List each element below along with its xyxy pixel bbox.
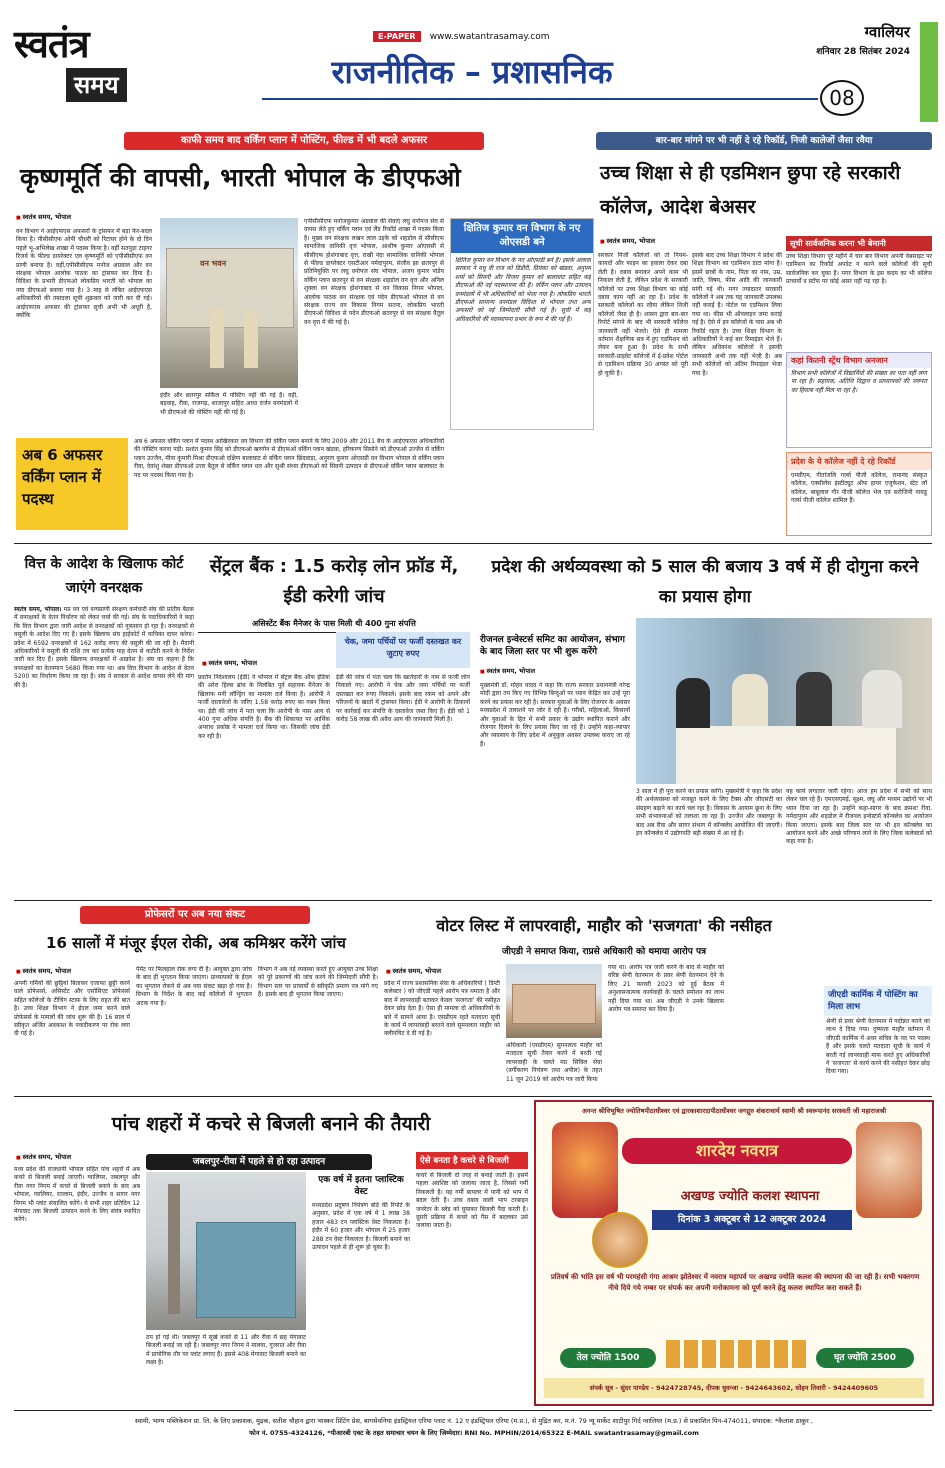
person-2: [732, 674, 768, 726]
kicker: काफी समय बाद वर्किंग प्लान में पोस्टिंग, फील्ड में भी बदले अफसर: [124, 132, 484, 150]
epaper-strip: [373, 24, 550, 42]
headline: कृष्णमूर्ति की वापसी, भारती भोपाल के डीएफओ: [20, 163, 461, 192]
byline: ■ स्वतंत्र समय, भोपाल: [202, 658, 257, 667]
story-vanrakshak: [14, 548, 194, 896]
process-box: [416, 1152, 528, 1402]
chimney: [168, 1184, 180, 1314]
website-link[interactable]: www.swatantrasamay.com: [429, 32, 550, 42]
headline: वित्त के आदेश के खिलाफ कोर्ट जाएंगे वनरक्षक: [24, 556, 184, 596]
logo: [14, 22, 134, 122]
forest-office-photo: [160, 218, 298, 388]
advert-contact: संपर्क सूत्र - सुंदर पाण्डेय - 9424728745, दीपक धुवन्जा - 9424643602, सोहन तिवारी - 9424409605: [544, 1378, 924, 1398]
column-2: ईडी की जांच में पता चला कि खातेदारों के नाम से फर्जी लोन निकाले गए। आरोपी ने चेक और जमा पर्चियों पर फर्जी दस्तखत कर रुपए निकाले। इसके बाद रकम को अपने और परिजनों के खातों में ट्रांसफर किया। ईडी ने आरोपी के ठिकानों पर कार्रवाई कर संपत्ति के दस्तावेज जब्त किए हैं। ईडी को 1 करोड़ 58 लाख की अवैध आय की जानकारी मिली है।: [336, 674, 470, 724]
column-1: मुख्यमंत्री डॉ. मोहन यादव ने कहा कि राज्य सरकार प्रधानमंत्री नरेन्द्र मोदी द्वारा तय किए गए विभिन्न बिन्दुओं पर ध्यान केंद्रित कर उन्हें पूरा करने का प्रयास कर रही है। सरकार युवाओं के लिए रोजगार के अवसर मध्यप्रदेश में तलाशने पर जोर दे रही है। गरीबों, महिलाओं, किसानों और युवाओं के हित में सभी प्रकार के उद्योग स्थापित कराने और रोजगार दिलाने के लिए प्रयास किए जा रहे हैं। उन्होंने कहा-व्यापार और व्यवसाय के लिए प्रदेश में अनुकूल अवसर उपलब्ध कराए जा रहे हैं।: [480, 682, 630, 748]
photo-banner: जबलपुर-रीवा में पहले से हो रहा उत्पादन: [146, 1154, 372, 1170]
deity-image: [552, 1122, 618, 1218]
sidebar-3: [786, 452, 932, 536]
column-1: वन विभाग ने आईएफएस अफसरों के ट्रांसफर में बड़ा फेर-बदल किया है। पीसीसीएफ ओपी चौधरी को रिटायर होने के दो दिन पहले भू-अभिलेख शाखा में पदस्थ किया है। वहीं सतपुड़ा टाइगर रिजर्व के फील्ड डायरेक्टर एल कृष्णमूर्ति को एपीसीसीएफ वन प्राणी बनाया है। वहीं,एपीसीसीएफ मनोज अग्रवाल और वन संरक्षक भोपाल आलोक पाठक का ट्रांसफर कर दिया है। विदिशा के प्रभारी डीएफओ लोकप्रिय भारती को भोपाल का नया डीएफओ बनाया गया है। 3 माह से लंबित आईएफएस अधिकारियों की तबादला सूची शुक्रवार को जारी कर दी गई। आईएफएस अफसर की ट्रांसफर सूची अभी भी अधूरी है, क्योंकि: [16, 228, 152, 320]
body-text: मप्र वन एवं वन्यप्राणी संरक्षण कर्मचारी संघ की प्रांतीय बैठक में वनरक्षकों के वेतन निर्धारण को लेकर चर्चा की गई। संघ के पदाधिकारियों ने कहा कि वित्त विभाग द्वारा जारी आदेश से वनरक्षकों को नुकसान हो रहा है। वनरक्षकों से वसूली के आदेश दिए गए हैं। इसके खिलाफ संघ हाईकोर्ट में याचिका दायर करेगा। प्रदेश में 6592 वनरक्षकों से 162 करोड़ रुपए की वसूली की जा रही है। मैदानी अधिकारियों ने वसूली की राशि तय कर प्रत्येक माह वेतन से कटौती करने के निर्देश जारी कर दिए हैं। इसके खिलाफ वनरक्षकों में आक्रोश है। संघ का कहना है कि वनरक्षकों का वेतनमान 5680 किया गया था। अब वित्त विभाग के आदेश से वेतन 5200 का निर्धारण किया जा रहा है। संघ ने सरकार से आदेश वापस लेने की मांग की है।: [14, 606, 194, 689]
byline: ■ स्वतंत्र समय, भोपाल: [386, 966, 441, 975]
sidebar-2-body: विभाग सभी कॉलेजों में विद्यार्थियों की संख्या का पता नहीं लगा पा रहा है। सहायक, अतिथि विद्वान व प्राध्यापकों की जरूरत का हिसाब नहीं मिल पा रहा है।: [791, 370, 927, 394]
issue-date: शनिवार 28 सितंबर 2024: [816, 47, 910, 57]
column-3: यह कार्य लगातार जारी रहेगा। आज हम प्रदेश में सभी को साथ लेकर चल रहे हैं। एमएसएमई, सूक्ष्म, लघु और मध्यम उद्योगों पर भी ध्यान दिया जा रहा है। उन्होंने कहा-सागर के बाद क्रमशः रीवा, नर्मदापुरम और शहडोल में रीजनल इन्वेस्टर्स कॉन्क्लेव का आयोजन किया जाएगा। इसके बाद जिला स्तर पर भी इन कॉन्क्लेव का आयोजन करने और अच्छे परिणाम लाने के लिए जिला कलेक्टर्स को कहा गया है।: [786, 788, 932, 846]
column-1: प्रवर्तन निदेशालय (ईडी) ने भोपाल में सेंट्रल बैंक ऑफ इंडिया की अरेरा हिल्स ब्रांच के निलंबित पूर्व सहायक मैनेजर के खिलाफ मनी लॉन्ड्रिंग का मामला दर्ज किया है। आरोपी ने फर्जी दस्तावेजों के जरिए 1.58 करोड़ रुपए का गबन किया था। ईडी की जांच में पता चला कि आरोपी के पास आय से 400 गुना अधिक संपत्ति है। बैंक की शिकायत पर आर्थिक अपराध प्रकोष्ठ ने मामला दर्ज किया था। जिसकी जांच ईडी कर रही है।: [198, 674, 330, 740]
officer-figure-1: [210, 308, 224, 368]
story-krishnamurti: [14, 130, 594, 540]
sidebar-3-head: प्रदेश के ये कॉलेज नहीं दे रहे रिकॉर्ड: [787, 453, 931, 470]
process-head: ऐसे बनता है कचरे से बिजली: [416, 1152, 528, 1169]
navratri-advert[interactable]: [534, 1100, 934, 1406]
footer-imprint: स्वामी, भाग्य पब्लिकेशन प्रा. लि. के लिए प्रकाशक, मुद्रक, सतीश चौहान द्वारा भास्कर प्रिंटिंग प्रेस, बागसेवनिया इंडस्ट्रियल एरिया प्लाट नं. 12 ए इंडस्ट्रियल एरिया (म.प्र.), से मुद्रित कर, म.नं. 79 न्यू मार्केट शाटीपुर गिर्द ग्वालियर (म.प्र.) से प्रकाशित पिन-474011, संपादक: *कैलाश ठाकुर ,: [135, 1417, 813, 1425]
story-economy: [476, 548, 932, 896]
story-professors: [14, 904, 378, 1092]
advert-subtitle: अखण्ड ज्योति कलश स्थापना: [680, 1189, 820, 1204]
person-1: [676, 678, 710, 728]
process-body: कचरे से बिजली दो तरह से बनाई जाती है। इसमें पहला अवशिष्ट को जलाया जाता है, जिससे गर्मी निकलती है। यह गर्मी बायलर में पानी को भाप में बदल देती है। उच्च दबाव वाली भाप टरबाइन जनरेटर के ब्लेड को घुमाकर बिजली पैदा करती है। दूसरी प्रक्रिया में कचरे को गैस में बदलकर उसे जलाया जाता है।: [416, 1172, 528, 1230]
column-1: मध्य प्रदेश की राजधानी भोपाल सहित पांच शहरों में अब कचरे से बिजली बनाई जाएगी। ग्वालियर, जबलपुर और रीवा नगर निगम में कचरे से बिजली बनाने के बाद अब भोपाल, ग्वालियर, रतलाम, इंदौर, उज्जैन व सागर नगर निगम भी प्लांट संचालित करेंगे। ये सभी शहर प्रतिदिन 12 मेगावाट तक बिजली उत्पादन करने के लिए संयंत्र स्थापित करेंगे।: [14, 1166, 140, 1224]
office-building-photo: [506, 964, 602, 1038]
plant-building: [196, 1222, 296, 1318]
column-2: 3 साल में ही पूरा करने का प्रयास करेंगे। मुख्यमंत्री ने कहा कि प्रदेश की अर्थव्यवस्था को मजबूत करने के लिए टैक्स और जीएसटी का संग्रहण बढ़ाने का कार्य चल रहा है। विकास के आयाम छूना के लिए सभी संभावनाओं को तलाशा जा रहा है। उज्जैन और जबलपुर के बाद अब रीवा और सागर संभाग में कॉन्क्लेव आयोजित की जाएगी। इन कॉन्क्लेव में उद्योगपति बड़ी संख्या में आ रहे हैं।: [636, 788, 782, 838]
building-shape: [166, 248, 294, 328]
section-title: राजनीतिक – प्रशासनिक: [331, 53, 613, 91]
headline: पांच शहरों में कचरे से बिजली बनाने की तैयारी: [111, 1113, 431, 1135]
sidebar-1: [786, 236, 932, 348]
footer-phone: फोन नं. 0755-4324126, *पीआरबी एक्ट के तहत समाचार चयन के लिए जिम्मेदार। RNI No. MPHIN/2014/65322 E-MAIL swatantrasamay@gmail.com: [249, 1429, 699, 1437]
row-divider-1: [14, 543, 932, 544]
stat-box-body: मध्यप्रदेश प्रदूषण नियंत्रण बोर्ड की रिपोर्ट के अनुसार, प्रदेश में एक वर्ष में 1 लाख 38 हजार 483 टन प्लास्टिक वेस्ट निकलता है। इंदौर में 60 हजार और भोपाल में 25 हजार 288 टन वेस्ट निकलता है। बिजली बनाने का उत्पादन पहले से ही शुरू हो चुका है।: [312, 1202, 410, 1252]
sidebar-head: जीएडी कार्मिक में पोस्टिंग का मिला लाभ: [824, 986, 932, 1016]
advert-oil-price: तेल ज्योति 1500: [560, 1348, 656, 1368]
kalash-row: [666, 1340, 806, 1368]
sidebar-body: क्षितिज कुमार वन विभाग के नए ओएसडी बने हैं। इसके अलावा सरकार ने मधु वी राज को डिंडौरी, प्रियंका को खंडवा, अनुपम शर्मा को सिवनी और विजय कुमार को बालाघाट सहित कई डीएफओ की नई पदस्थापना की है। वर्किंग प्लान और उत्पादन वनमंडलों में भी अधिकारियों को भेजा गया है। लोकप्रिय भारती डीएफओ सामान्य वनमंडल विदिशा से भोपाल तथा अन्य अफसरों को नई जिम्मेदारी सौंपी गई है। सूची में कई अधिकारियों की पदस्थापना प्रभार के रूप में की गई है।: [455, 257, 591, 323]
story-higher-education: [596, 130, 932, 540]
photo-caption: ठप हो गई थी। जबलपुर में सूखे कचरे से 11 और रीवा में छह मेगावाट बिजली बनाई जा रही है। जबलपुर नगर निगम ने मालवा, गुजरात और रीवा में प्रायोगिक तौर पर प्लांट लगाए हैं। इससे 408 मेगावाट बिजली बनाने का लक्ष्य है।: [146, 1334, 306, 1367]
officer-figure-2: [244, 310, 258, 368]
row-divider-2: [14, 900, 932, 901]
advert-dates: दिनांक 3 अक्टूबर से 12 अक्टूबर 2024: [652, 1210, 852, 1230]
epaper-label: E-PAPER: [373, 31, 421, 42]
byline: स्वतंत्र समय, भोपाल।: [14, 606, 62, 613]
person-3: [796, 672, 832, 726]
sidebar-body: श्रेणी से प्रवर श्रेणी वेतनमान में पदोन्नत करने का लाभ दे दिया गया। दुष्यन्ता माहौर वर्तमान में जीएडी कार्मिक में अवर सचिव के पद पर पदस्थ हैं और इसके चलते मतदाता सूची के कार्य में बरती गई लापरवाही माफ करते हुए अधिकारियों ने 'सजगता' से कार्य करने की नसीहत देकर छोड़ दिया गया।: [826, 1018, 930, 1076]
headline: वोटर लिस्ट में लापरवाही, माहौर को 'सजगता' की नसीहत: [436, 916, 772, 935]
sidebar-box: [824, 986, 932, 1090]
byline: ■ स्वतंत्र समय, भोपाल: [600, 236, 655, 245]
kicker: प्रोफेसरों पर अब नया संकट: [80, 906, 310, 924]
sidebar-lead: [730, 964, 932, 984]
column-2: गया था। आरोप पत्र जारी करने के बाद से माहौर को वरिष्ठ श्रेणी वेतनमान के प्रवर श्रेणी वेतनमान देने के लिए 21 फरवरी 2023 को हुई बैठक में अनुशासनात्मक कार्यवाही के चलते प्रमोशन का लाभ नहीं दिया गया था। अब जीएडी ने उनके खिलाफ आरोप पत्र समाप्त कर दिया है।: [608, 964, 724, 1014]
headline: प्रदेश की अर्थव्यवस्था को 5 साल की बजाय 3 वर्ष में ही दोगुना करने का प्रयास होगा: [491, 557, 919, 607]
story-central-bank: [198, 548, 470, 896]
photo-caption: इंदौर और छतरपुर सर्किल में पोस्टिंग नहीं की गई है। वहीं, बड़वाह, रीवा, राजगढ़, शाजापुर सहित आधा दर्जन वनमंडलों में भी डीएफओ की पोस्टिंग नहीं की गई है।: [160, 392, 298, 416]
byline: ■ स्वतंत्र समय, भोपाल: [16, 966, 71, 975]
sidebar-2: [786, 352, 932, 448]
building-sign: वन भवन: [200, 259, 227, 268]
meeting-table: [676, 726, 896, 784]
masthead: [0, 0, 945, 130]
saint-portrait-small: [592, 1212, 648, 1268]
sidebar-1-body: उच्च शिक्षा विभाग पूरे महीने में चार बार विभाग अपनी वेबसाइट पर एडमिशन का रिकॉर्ड अपडेट न करने वाले कॉलेजों की सूची सार्वजनिक कर चुका है। मगर विभाग के इस कदम का भी कॉलेज प्राचार्यों व स्टॉफ पर कोई असर नहीं पड़ रहा है।: [786, 253, 932, 286]
logo-line1: स्वतंत्र: [14, 21, 89, 66]
side-green-bar: [920, 22, 938, 122]
byline: ■ स्वतंत्र समय, भोपाल: [16, 212, 71, 221]
subhead: जीएडी ने समाप्त किया, राप्रसे अधिकारी को थमाया आरोप पत्र: [501, 947, 707, 957]
column-1: सरकार निजी कॉलेजों को तो नियम-कायदों और फाइन का हवाला देकर दबा लेती है। दबाव बनाकर अपने काम भी निकाल लेती है, लेकिन प्रदेश के सरकारी कॉलेजों पर उच्च शिक्षा विभाग का कोई दबाव काम नहीं आ रहा है। प्रदेश के सरकारी कॉलेजों का रवैया लेकिन निजी कॉलेजों जैसा ही है। शासन द्वारा बार-बार रिपोर्ट मांगने के बाद भी सरकारी कॉलेज जानकारी नहीं भेजते। ऐसे ही मामला वर्तमान शैक्षणिक सत्र में हुए एडमिशन को लेकर बना हुआ है। प्रदेश के सभी सरकारी-प्राइवेट कॉलेजों में ई-प्रवेश पोर्टल से एडमिशन प्रक्रिया 30 अगस्त को पूरी हो चुकी है।: [598, 252, 688, 377]
story-waste-to-energy: [14, 1100, 528, 1406]
column-3: एपीसीसीएफ मनोजकुमार अग्रवाल की सेवाएं लघु वनोपज संघ से वापस लेते हुए वर्किंग प्लान एवं लैंड रिकॉर्ड शाखा में पदस्थ किया है। मुख्य वन संरक्षक लखन लाल उइके को शहडोल से सीसीएफ सामाजिक वानिकी वृत्त भोपाल, आशीष कुमार ओएससी से सीसीएफ होशंगाबाद वृत्त, राखी नंदा सामाजिक वानिकी भोपाल से फील्ड डायरेक्टर एसटीआर नर्मदापुरम, संजीव झा छतरपुर से प्रतिनियुक्ति पर लघु वनोपज संघ भोपाल, अजय कुमार पांडेय वर्किंग प्लान छतरपुर से वन संरक्षक शहडोल वन वृत्त और अनिल शुक्ला वन संरक्षक होशंगाबाद से वन विकास निगम भोपाल, आलोक पाठक वन संरक्षक एवं पदेन डीएफओ भोपाल से वन संरक्षक राज्य वन विकास निगम सतना, लोकप्रिय भारती डीएफओ विदिशा से पदेन डीएफओ छतरपुर से वन संरक्षक वैतूल वन वृत्त में की गई है।: [304, 218, 444, 326]
byline: ■ स्वतंत्र समय, भोपाल: [480, 666, 535, 675]
cm-meeting-photo: [636, 618, 932, 784]
column-3: विभाग ने अब नई व्यवस्था करते हुए आयुक्त उच्च शिक्षा को पूरे प्रकरणों की जांच करने की जिम्मेदारी सौंपी है। विभाग स्तर पर प्राचार्यों से स्वीकृति प्रमाण पत्र मांगे गए हैं। इसके बाद ही भुगतान किया जाएगा।: [258, 966, 378, 999]
sidebar-3-body: एमवीएम, गीतांजलि गर्ल्स पीजी कॉलेज, रामानंद संस्कृत कॉलेज, एक्सीलेंस इंस्टीट्यूट ऑफ हायर एजुकेशन, स्टेट लॉ कॉलेज, बाबूलाल गौर पीजी कॉलेज भेल एवं सरोजिनी नायडू गर्ल्स पीजी कॉलेज शामिल हैं।: [791, 472, 927, 505]
column-1: अपनी गर्मियों की छुट्टियां बिताकर एजाफा छुट्टी करने वाले प्रोफेसर्स, असिस्टेंट और एसोसिएट प्रोफेसर्स सहित कॉलेजों के टीचिंग स्टाफ़ के लिए राहत की बात है। उच्च शिक्षा विभाग ने ईएल जमा करने वाले प्रोफेसर्स के मामलों की जांच शुरू की है। 16 साल में स्वीकृत अर्जित अवकाश के नकदीकरण पर रोक लगा दी गई है।: [14, 980, 130, 1038]
advert-ghee-price: घृत ज्योति 2500: [816, 1348, 914, 1368]
byline: ■ स्वतंत्र समय, भोपाल: [16, 1152, 71, 1161]
row-divider-3: [14, 1096, 932, 1097]
stat-box: [312, 1172, 410, 1402]
column-1: प्रदेश में राज्य प्रशासनिक सेवा के अधिकारियों ( डिप्टी कलेक्टर ) को जीएडी पहले आरोप पत्र थमाता है और बाद में लापरवाही बताकर केवल 'सजगता' की नसीहत देकर छोड़ देता है। ऐसा ही मामला दो अधिकारियों के बारे में सामने आया है। एसडीएम रहते मतदाता सूची के कार्य में लापरवाही बरतने वाले सुमनलता माहौर को क्लीनचिट दे दी गई है।: [384, 980, 500, 1038]
callout-box: [16, 438, 128, 530]
person-4: [862, 670, 902, 728]
sidebar-1-head: सूची सार्वजनिक करना भी बेमानी: [786, 236, 932, 251]
callout-body: अब 6 अफसर वर्किंग प्लान में पदस्थ आखिरकार वन विभाग की वर्किंग प्लान बनाने के लिए 2009 और 2011 बैच के आईएफएस अधिकारियों की पोस्टिंग करना पड़ी। प्रशांत कुमार सिंह को डीएफओ खरगोन से डीएफओ वर्किंग प्लान खंडवा, हरिकरण सिसोने को डीएफओ उज्जैन से वर्किंग प्लान उज्जैन, मीना कुमारी मिश्रा डीएफओ दक्षिण बालाघाट से वर्किंग प्लान छिंदवाड़ा, अनुराग कुमार ओएसडी वन विभाग भोपाल से वर्किंग प्लान रीवा, देवांशु शेखर डीएफओ उत्तर बैतूल से वर्किंग प्लान धार और सुश्री संध्या डीएफओ को सिवनी उत्पादन से डीएफओ वर्किंग प्लान बालाघाट के पद पर पदस्थ किया गया है।: [134, 438, 444, 479]
city-name: ग्वालियर: [864, 23, 910, 41]
callout-title: अब 6 अफसर वर्किंग प्लान में पदस्थ: [22, 446, 103, 508]
column-2: इसके बाद उच्च शिक्षा विभाग ने प्रदेश की शिक्षा विभाग का एडमिशन डाटा मांगा है। इसमें छात्रों के नाम, पिता का नाम, उम्र, जाति, विषय, फीस आदि की जानकारी मांगी गई थी। मगर ज्यादातर सरकारी कॉलेजों ने अब तक यह जानकारी उपलब्ध नहीं कराई है। पोर्टल पर एडमिशन लिया गया था। फीस भी ऑनलाइन जमा कराई गई है। ऐसे में इन कॉलेजों के पास अब भी रिकॉर्ड रहता है। उच्च शिक्षा विभाग के अधिकारियों ने कई बार रिमाइंडर भेजे हैं। लेकिन अधिकांश कॉलेजों ने इसकी जानकारी अभी तक नहीं भेजी है। अब सभी कॉलेजों को अंतिम रिमाइंडर भेजा गया है।: [692, 252, 782, 377]
body: [14, 606, 194, 892]
section-rule: [262, 98, 818, 100]
sidebar-box: [450, 218, 594, 430]
sidebar-head: चेक, जमा पर्चियों पर फर्जी दस्तखत कर जुटाए रुपए: [344, 637, 462, 658]
saint-portrait-right: [856, 1122, 922, 1218]
page-number: 08: [820, 80, 864, 116]
column-2: पेमेंट पर फिलहाल रोक लगा दी है। आयुक्त द्वारा जांच के बाद ही भुगतान किया जाएगा। प्राध्यापकों के ईएल का भुगतान रोकने से अब नया संकट खड़ा हो गया है। विभाग के निर्देश के बाद कई कॉलेजों में भुगतान अटक गया है।: [136, 966, 252, 1007]
headline: उच्च शिक्षा से ही एडमिशन छुपा रहे सरकारी कॉलेज, आदेश बेअसर: [600, 162, 901, 218]
sidebar-2-head: कहां कितनी स्ट्रेंथ विभाग अनजान: [787, 353, 931, 368]
footer-rule: [14, 1410, 932, 1411]
subhead: असिस्टेंट बैंक मैनेजर के पास मिली थी 400 गुना संपत्ति: [198, 618, 470, 633]
photo-caption: अधिकारी (एसडीएम) सुमनलता माहौर को मतदाता सूची तैयार करने में बरती गई लापरवाही के चलते मप्र सिविल सेवा (वर्गीकरण नियंत्रण तथा अपील) के तहत 11 जून 2019 को आरोप पत्र जारी किया: [506, 1042, 602, 1083]
sidebar-box: [336, 632, 470, 668]
headline: 16 सालों में मंजूर ईएल रोकी, अब कमिश्नर करेंगे जांच: [46, 934, 346, 952]
advert-title: शारदेय नवरात्र: [622, 1138, 852, 1164]
advert-body: प्रतिवर्ष की भांति इस वर्ष भी परमहंसी गंगा आश्रम झोतेश्वर में नवरात्र महापर्व पर अखण्ड ज्योति कलश की स्थापना की जा रही है। सभी भक्तगण नीचे दिये गये नम्बर पर संपर्क कर अपनी मनोकामना को पूर्ण करने हेतु कलश स्थापित करा सकते हैं।: [550, 1273, 920, 1292]
power-plant-photo: [146, 1172, 306, 1330]
advert-top-line: अनन्त श्रीविभूषित ज्योतिषपीठाधीश्वर एवं द्वारकाशारदापीठाधीश्वर जगद्गुरु शंकराचार्य स्वामी श्री स्वरूपानंद सरस्वती जी महाराजश्री: [581, 1107, 887, 1115]
subhead: रीजनल इन्वेस्टर्स समिट का आयोजन, संभाग के बाद जिला स्तर पर भी शुरू करेंगे: [480, 635, 625, 657]
headline: सेंट्रल बैंक : 1.5 करोड़ लोन फ्रॉड में, ईडी करेगी जांच: [209, 556, 459, 607]
story-voter-list: [384, 904, 932, 1092]
sidebar-head: क्षितिज कुमार वन विभाग के नए ओएसडी बने: [451, 219, 593, 253]
building-facade: [512, 984, 596, 1024]
kicker: बार-बार मांगने पर भी नहीं दे रहे रिकॉर्ड, निजी कालेजों जैसा रवैया: [596, 132, 932, 150]
logo-line2: समय: [66, 68, 127, 102]
stat-box-head: एक वर्ष में इतना प्लास्टिक वेस्ट: [318, 1175, 404, 1197]
